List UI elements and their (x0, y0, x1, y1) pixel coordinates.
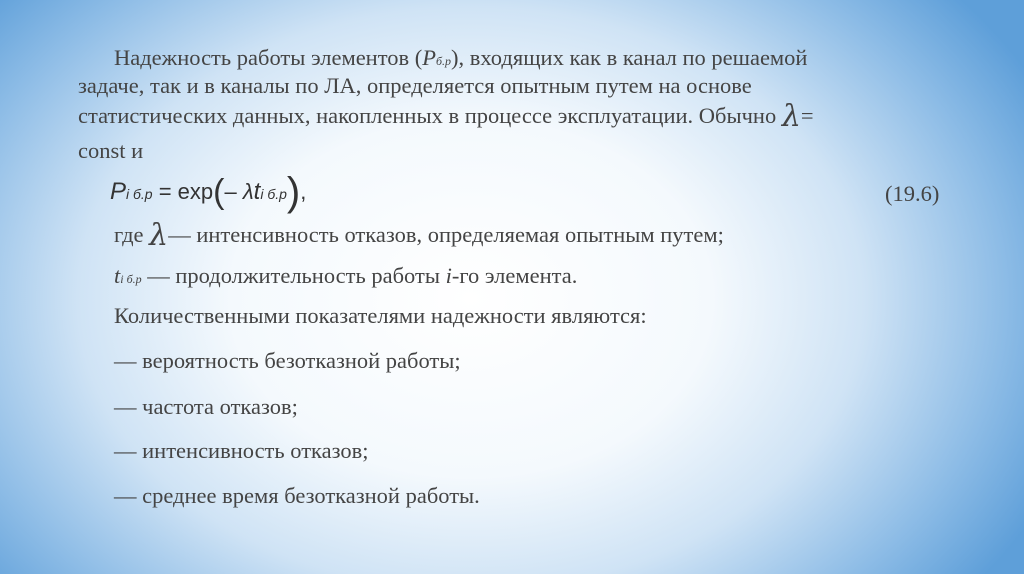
equals-sign: = (800, 103, 814, 128)
paragraph-line-1 (114, 45, 807, 74)
indicators-intro: Количественными показателями надежности являются: (114, 303, 647, 328)
lambda-symbol: λ (149, 218, 169, 253)
paragraph-line-2: задаче, так и в каналы по ЛА, определяется опытным путем на основе (78, 73, 752, 98)
formula-lambda: λ (242, 179, 254, 204)
list-item: — интенсивность отказов; (114, 438, 369, 463)
equation-number: (19.6) (885, 181, 940, 206)
text: ), входящих как в канал по решаемой (451, 45, 808, 70)
formula-open-paren: ( (213, 173, 225, 211)
lambda-symbol: λ (781, 99, 801, 134)
formula-close-paren: ) (286, 170, 301, 214)
formula-t-subscript: i б.р (260, 186, 287, 202)
list-item: — частота отказов; (114, 394, 298, 419)
paragraph-line-3 (78, 99, 814, 134)
definition-t (114, 263, 577, 292)
text: -го элемента. (451, 263, 578, 288)
text: статистических данных, накопленных в процессе эксплуатации. Обычно (78, 103, 777, 128)
text: где (114, 222, 144, 247)
formula-t: t (253, 178, 261, 205)
formula-minus: – (224, 179, 243, 204)
formula-p: P (110, 178, 127, 205)
list-item: — вероятность безотказной работы; (114, 348, 461, 373)
paragraph-line-4: const и (78, 138, 144, 163)
subscript: б.р (436, 54, 452, 68)
formula-p-subscript: i б.р (126, 186, 153, 202)
subscript: i б.р (120, 272, 142, 286)
symbol-i: i (445, 263, 452, 288)
list-item: — среднее время безотказной работы. (114, 483, 480, 508)
symbol-p: P (422, 45, 436, 70)
text: Надежность работы элементов ( (114, 45, 423, 70)
formula-19-6 (110, 170, 307, 214)
definition-lambda (114, 218, 724, 253)
symbol-t: t (114, 263, 121, 288)
text: — интенсивность отказов, определяемая опытным путем; (168, 222, 724, 247)
formula-comma: , (300, 179, 307, 204)
text: — продолжительность работы (141, 263, 446, 288)
formula-exp: = exp (152, 179, 214, 204)
